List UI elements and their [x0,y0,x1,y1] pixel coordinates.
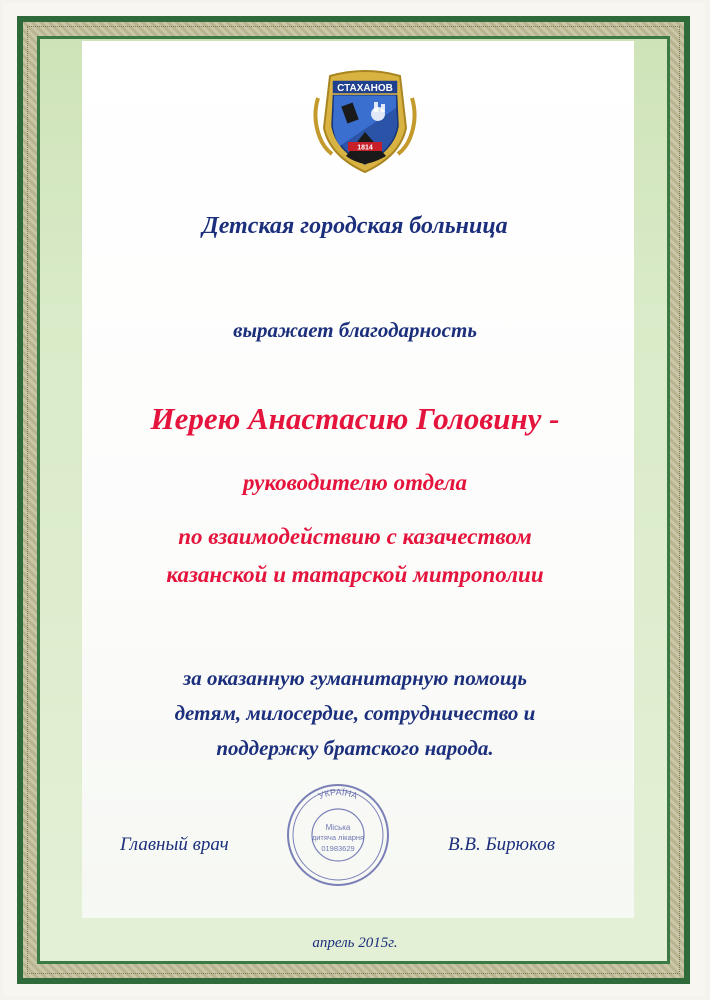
recipient-position-line1: руководителю отдела [242,470,468,495]
gratitude-phrase: выражает благодарность [233,318,477,342]
stamp-center-line1: Міська [325,823,351,832]
stamp-country: УКРАЇНА [316,786,360,802]
organization-name: Детская городская больница [202,213,508,239]
reason-line2: детям, милосердие, сотрудничество и [174,701,536,725]
emblem-year: 1814 [357,144,373,152]
svg-text:УКРАЇНА [317,787,359,801]
recipient-position-line3: казанской и татарской митрополии [166,562,544,587]
recipient-position-line2: по взаимодействию с казачеством [178,524,532,549]
reason-line3: поддержку братского народа. [216,736,494,760]
official-stamp [283,780,393,890]
city-emblem [310,68,420,176]
reason-line1: за оказанную гуманитарную помощь [183,666,527,690]
stamp-center-line2: дитяча лікарня [311,833,365,842]
issue-date: апрель 2015г. [312,935,398,951]
emblem-city-name: СТАХАНОВ [337,83,393,94]
signatory-title: Главный врач [120,834,229,855]
signatory-name: В.В. Бирюков [448,834,555,855]
recipient-name: Иерею Анастасию Головину - [150,401,560,436]
stamp-code: 01983629 [321,844,355,853]
